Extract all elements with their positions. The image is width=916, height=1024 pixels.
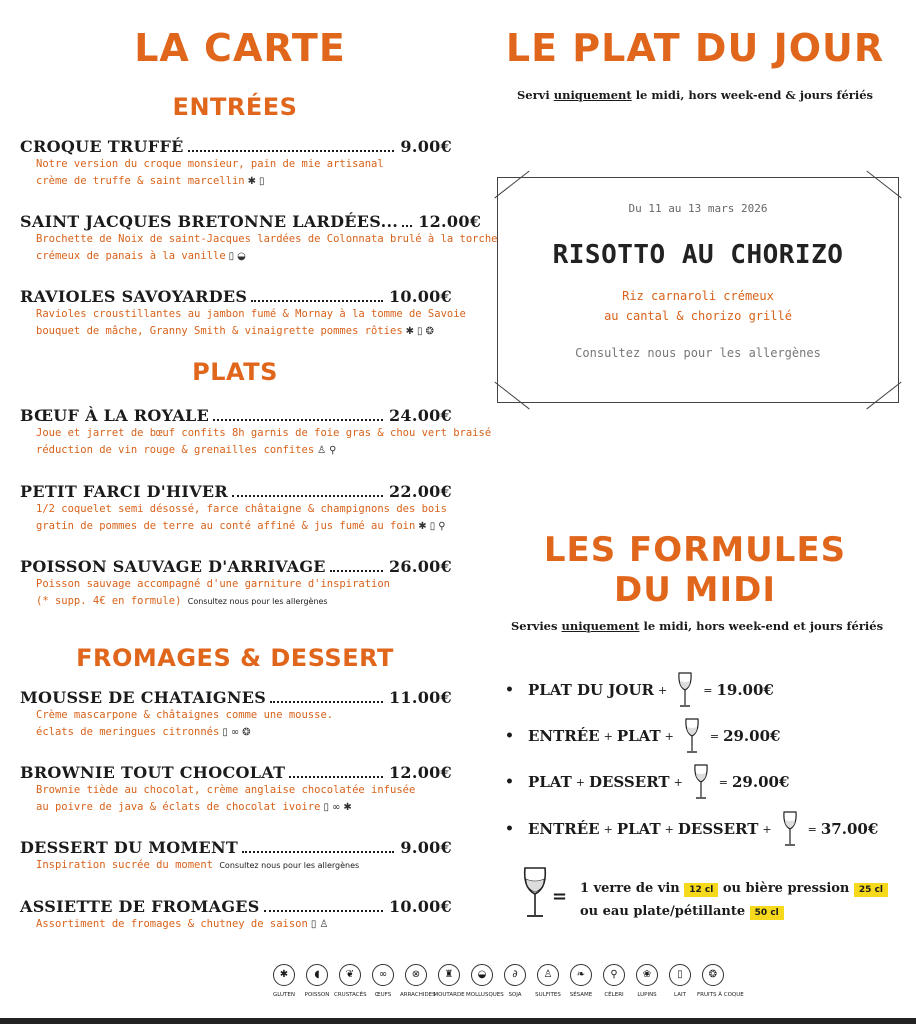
dish-description: (* supp. 4€ en formule) Consultez nous pour les allergènes (36, 595, 328, 607)
menu-item (20, 406, 492, 459)
dish-description: au poivre de java & éclats de chocolat ivoire ▯ ∞ ✱ (36, 799, 452, 816)
dish-name: PETIT FARCI D'HIVER (20, 482, 228, 501)
dish-description: Inspiration sucrée du moment Consultez nous pour les allergènes (36, 859, 360, 871)
leader-dots (264, 910, 383, 912)
sesame-icon: ❧ (570, 964, 592, 986)
dish-name: RAVIOLES SAVOYARDES (20, 287, 248, 306)
allergen-legend-item (598, 964, 630, 998)
menu-item (20, 897, 452, 933)
dish-name: BROWNIE TOUT CHOCOLAT (20, 763, 286, 782)
eau-volume-badge: 50 cl (750, 906, 784, 920)
plat-allergens-note: Consultez nous pour les allergènes (575, 346, 821, 360)
dish-name: MOUSSE DE CHATAIGNES (20, 688, 267, 707)
dish-description: crémeux de panais à la vanille ▯ ◒ (36, 248, 452, 265)
dish-price: 12.00€ (388, 763, 452, 782)
leader-dots (270, 701, 383, 703)
fromages-dessert-title: FROMAGES & DESSERT (76, 644, 394, 672)
mollusques-icon: ◒ (237, 251, 246, 262)
fruits-a-coque-icon: ❂ (702, 964, 724, 986)
leader-dots (232, 495, 383, 497)
dish-description: éclats de meringues citronnés ▯ ∞ ❂ (36, 724, 452, 741)
dish-description: gratin de pommes de terre au conté affiné & jus fumé au foin ✱ ▯ ⚲ (36, 518, 452, 535)
allergen-note: Consultez nous pour les allergènes (187, 597, 328, 606)
plat-date: Du 11 au 13 mars 2026 (628, 202, 768, 215)
allergen-legend-item (631, 964, 663, 998)
lait-icon: ▯ (228, 251, 235, 262)
leader-dots (402, 225, 412, 227)
menu-item (20, 688, 452, 741)
menu-item (20, 287, 466, 340)
arachides-icon: ⊗ (405, 964, 427, 986)
formule-part: DESSERT (677, 820, 759, 838)
crustaces-icon: ❦ (339, 964, 361, 986)
sulfites-icon: ♙ (317, 445, 327, 456)
leader-dots (251, 300, 383, 302)
formule-item: • PLAT DU JOUR + = 19.00€ (505, 672, 774, 708)
allergen-note: Consultez nous pour les allergènes (219, 861, 360, 870)
formule-item: • PLAT + DESSERT + = 29.00€ (505, 764, 789, 800)
dish-price: 24.00€ (388, 406, 452, 425)
formules-title-line1: LES FORMULES (543, 530, 847, 570)
menu-item (20, 557, 452, 610)
soja-icon: ∂ (504, 964, 526, 986)
dish-description: Ravioles croustillantes au jambon fumé & Mornay à la tomme de Savoie (36, 308, 466, 320)
menu-item (20, 137, 452, 190)
allergen-label: ŒUFS (374, 992, 392, 998)
dish-description: Crème mascarpone & châtaignes comme une mousse. (36, 709, 334, 721)
allergen-label: MOLLUSQUES (466, 992, 504, 998)
bullet: • (505, 774, 514, 790)
dish-description: Brochette de Noix de saint-Jacques lardées de Colonnata brulé à la torche (36, 233, 498, 245)
dish-name: POISSON SAUVAGE D'ARRIVAGE (20, 557, 326, 576)
allergen-label: CÉLERI (604, 992, 624, 998)
leader-dots (213, 419, 383, 421)
allergen-legend-item (400, 964, 436, 998)
la-carte-title: LA CARTE (134, 26, 346, 70)
allergen-label: SÉSAME (569, 992, 593, 998)
dish-price: 9.00€ (400, 137, 452, 156)
formule-part: PLAT (616, 727, 661, 745)
wine-glass-icon (692, 764, 710, 800)
allergen-label: ARRACHIDES (400, 992, 436, 998)
formule-part: PLAT (527, 773, 572, 791)
lait-icon: ▯ (310, 919, 317, 930)
gluten-icon: ✱ (418, 521, 427, 532)
plat-desc-line1: Riz carnaroli crémeux (622, 289, 774, 303)
dish-price: 9.00€ (400, 838, 452, 857)
formule-part: PLAT (616, 820, 661, 838)
leader-dots (188, 150, 395, 152)
allergen-label: LUPINS (637, 992, 657, 998)
lait-icon: ▯ (323, 802, 329, 813)
celeri-icon: ⚲ (329, 445, 337, 456)
allergen-legend-item (268, 964, 300, 998)
menu-item (20, 212, 498, 265)
dish-description: Poisson sauvage accompagné d'une garniture d'inspiration (36, 578, 391, 590)
formule-price: 29.00€ (732, 773, 790, 791)
dish-name: SAINT JACQUES BRETONNE LARDÉES... (20, 212, 399, 231)
plat-name: RISOTTO AU CHORIZO (552, 240, 844, 270)
allergen-label: POISSON (304, 992, 330, 998)
formule-part: ENTRÉE (527, 727, 600, 745)
formules-title-line2: DU MIDI (613, 570, 777, 610)
dish-description: Notre version du croque monsieur, pain de mie artisanal (36, 158, 384, 170)
bullet: • (505, 821, 514, 837)
allergen-legend-item (664, 964, 696, 998)
leader-dots (330, 570, 383, 572)
dish-price: 26.00€ (388, 557, 452, 576)
dish-description: Joue et jarret de bœuf confits 8h garnis de foie gras & chou vert braisé (36, 427, 492, 439)
menu-item (20, 838, 452, 874)
gluten-icon: ✱ (343, 802, 352, 813)
drinks-info: 1 verre de vin 12 cl ou bière pression 25 cl ou eau plate/pétillante 50 cl (580, 878, 888, 924)
allergen-legend-item (433, 964, 465, 998)
wine-glass-icon (676, 672, 694, 708)
sulfites-icon: ♙ (319, 919, 329, 930)
dish-name: BŒUF À LA ROYALE (20, 406, 210, 425)
formule-part: PLAT DU JOUR (527, 681, 655, 699)
lait-icon: ▯ (429, 521, 436, 532)
dish-price: 22.00€ (388, 482, 452, 501)
lait-icon: ▯ (417, 326, 423, 337)
dish-price: 10.00€ (388, 287, 452, 306)
gluten-icon: ✱ (273, 964, 295, 986)
plat-du-jour-title: LE PLAT DU JOUR (505, 26, 885, 70)
allergen-label: FRUITS À COQUE (697, 992, 744, 998)
wine-glass-icon (520, 866, 550, 920)
wine-glass-icon (781, 811, 799, 847)
plat-du-jour-card (497, 177, 899, 403)
bottom-bar (0, 1018, 916, 1024)
oeufs-icon: ∞ (372, 964, 394, 986)
fruits-a-coque-icon: ❂ (242, 727, 251, 738)
plat-desc-line2: au cantal & chorizo grillé (604, 309, 792, 323)
leader-dots (289, 776, 383, 778)
celeri-icon: ⚲ (603, 964, 625, 986)
formule-price: 29.00€ (723, 727, 781, 745)
dish-name: CROQUE TRUFFÉ (20, 137, 184, 156)
celeri-icon: ⚲ (438, 521, 446, 532)
dish-price: 10.00€ (388, 897, 452, 916)
menu-item (20, 763, 452, 816)
allergen-legend-item (367, 964, 399, 998)
plat-du-jour-subtitle: Servi uniquement le midi, hors week-end & jours fériés (516, 88, 874, 102)
formule-item: • ENTRÉE + PLAT + DESSERT + = 37.00€ (505, 811, 878, 847)
dish-description: Assortiment de fromages & chutney de saison ▯ ♙ (36, 916, 452, 933)
dish-description: crème de truffe & saint marcellin ✱ ▯ (36, 173, 452, 190)
dish-name: ASSIETTE DE FROMAGES (20, 897, 260, 916)
allergen-legend-item (565, 964, 597, 998)
allergen-legend-item (697, 964, 744, 998)
biere-volume-badge: 25 cl (854, 883, 888, 897)
equals-sign: = (552, 886, 568, 907)
dish-price: 11.00€ (388, 688, 452, 707)
leader-dots (242, 851, 394, 853)
mollusques-icon: ◒ (471, 964, 493, 986)
allergen-label: GLUTEN (272, 992, 296, 998)
allergen-legend-item (499, 964, 531, 998)
allergen-label: SOJA (508, 992, 522, 998)
sulfites-icon: ♙ (537, 964, 559, 986)
entrees-title: ENTRÉES (172, 93, 298, 121)
gluten-icon: ✱ (247, 176, 257, 187)
allergen-legend-item (301, 964, 333, 998)
poisson-icon: ◖ (306, 964, 328, 986)
menu-item (20, 482, 452, 535)
vin-volume-badge: 12 cl (684, 883, 718, 897)
bullet: • (505, 682, 514, 698)
allergen-label: LAIT (674, 992, 686, 998)
lait-icon: ▯ (669, 964, 691, 986)
bullet: • (505, 728, 514, 744)
allergen-label: SULFITES (535, 992, 561, 998)
allergen-legend-item (334, 964, 366, 998)
wine-glass-icon (683, 718, 701, 754)
allergen-legend-item (532, 964, 564, 998)
formule-part: ENTRÉE (527, 820, 600, 838)
lait-icon: ▯ (222, 727, 228, 738)
dish-description: bouquet de mâche, Granny Smith & vinaigrette pommes rôties ✱ ▯ ❂ (36, 323, 452, 340)
lait-icon: ▯ (259, 176, 265, 187)
oeufs-icon: ∞ (332, 802, 341, 813)
allergen-legend (268, 964, 744, 998)
formule-part: DESSERT (588, 773, 670, 791)
dish-description: Brownie tiède au chocolat, crème anglaise chocolatée infusée (36, 784, 416, 796)
allergen-legend-item (466, 964, 504, 998)
formule-price: 19.00€ (716, 681, 774, 699)
plats-title: PLATS (192, 358, 278, 386)
formule-price: 37.00€ (820, 820, 879, 838)
formule-item: • ENTRÉE + PLAT + = 29.00€ (505, 718, 780, 754)
oeufs-icon: ∞ (230, 727, 240, 738)
allergen-label: CRUSTACÉS (334, 992, 367, 998)
formules-subtitle: Servies uniquement le midi, hors week-end et jours fériés (510, 619, 884, 633)
moutarde-icon: ♜ (438, 964, 460, 986)
dish-price: 12.00€ (418, 212, 482, 231)
fruits-a-coque-icon: ❂ (425, 326, 434, 337)
gluten-icon: ✱ (405, 326, 415, 337)
dish-name: DESSERT DU MOMENT (20, 838, 239, 857)
lupins-icon: ❀ (636, 964, 658, 986)
allergen-label: MOUTARDE (433, 992, 465, 998)
dish-description: 1/2 coquelet semi désossé, farce châtaigne & champignons des bois (36, 503, 447, 515)
dish-description: réduction de vin rouge & grenailles confites ♙ ⚲ (36, 442, 452, 459)
